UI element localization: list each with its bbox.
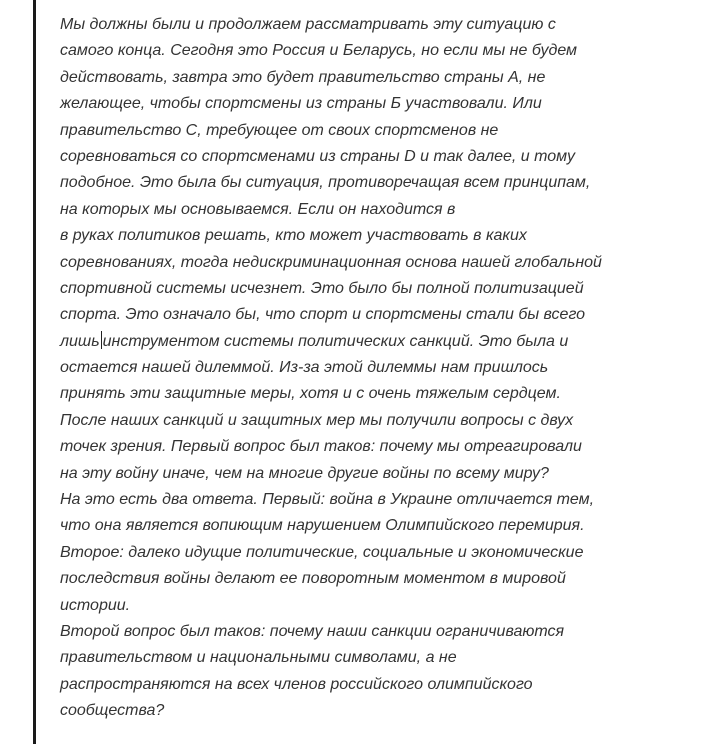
text-line: Второе: далеко идущие политические, социальные и экономические (60, 543, 584, 561)
text-line: остается нашей дилеммой. Из-за этой дилеммы нам пришлось (60, 359, 549, 377)
text-line: Мы должны были и продолжаем рассматривать эту ситуацию с (60, 16, 556, 33)
text-line: последствия войны делают ее поворотным моментом в мировой (60, 570, 566, 588)
text-line: правительством и национальными символами, а не (60, 649, 457, 667)
text-line: Второй вопрос был таков: почему наши санкции ограничиваются (60, 622, 565, 640)
text-line: спорта. Это означало бы, что спорт и спортсмены стали бы всего (60, 306, 586, 324)
text-line: действовать, завтра это будет правительство страны А, не (60, 68, 546, 86)
text-line: принять эти защитные меры, хотя и с очень тяжелым сердцем. (60, 385, 561, 403)
text-line: в руках политиков решать, кто может участвовать в каких (60, 227, 527, 245)
text-line: После наших санкций и защитных мер мы получили вопросы с двух (60, 411, 574, 429)
text-line: соревнованиях, тогда недискриминационная основа нашей глобальной (60, 253, 602, 271)
text-line: что она является вопиющим нарушением Олимпийского перемирия. (60, 517, 585, 535)
text-line: на которых мы основываемся. Если он находится в (60, 200, 456, 218)
text-line: подобное. Это была бы ситуация, противоречащая всем принципам, (60, 174, 591, 192)
text-line: на эту войну иначе, чем на многие другие войны по всему миру? (60, 464, 549, 482)
document-text[interactable] (60, 12, 700, 725)
text-line: самого конца. Сегодня это Россия и Беларусь, но если мы не будем (60, 42, 578, 60)
text-line: спортивной системы исчезнет. Это было бы полной политизацией (60, 279, 584, 297)
text-line: правительство С, требующее от своих спортсменов не (60, 121, 499, 139)
text-line: соревноваться со спортсменами из страны D и так далее, и тому (60, 147, 575, 165)
text-line: сообщества? (60, 702, 165, 720)
text-line: точек зрения. Первый вопрос был таков: почему мы отреагировали (60, 438, 582, 456)
text-fragment: лишь (60, 332, 100, 350)
text-fragment: инструментом системы политических санкций. Это была и (102, 332, 569, 350)
left-border-rule (33, 0, 36, 744)
text-cursor (101, 331, 102, 349)
text-line: желающее, чтобы спортсмены из страны Б участвовали. Или (60, 95, 542, 113)
text-line-with-caret (60, 329, 700, 355)
text-line: На это есть два ответа. Первый: война в Украине отличается тем, (60, 491, 595, 509)
text-line: истории. (60, 596, 131, 614)
text-line: распространяются на всех членов российского олимпийского (60, 675, 533, 693)
